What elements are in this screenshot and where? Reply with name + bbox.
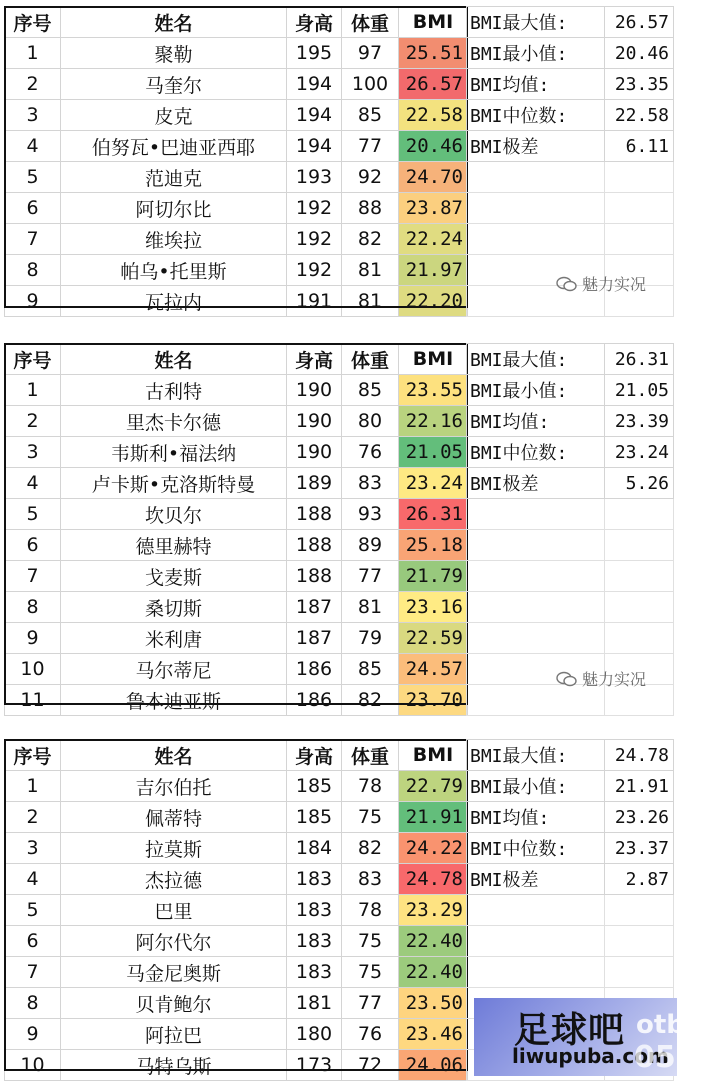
row-weight: 88 [342,193,399,224]
row-name: 古利特 [61,375,287,406]
row-name: 巴里 [61,895,287,926]
stat-label: BMI极差 [467,468,605,499]
row-bmi: 22.79 [399,771,468,802]
row-weight: 76 [342,437,399,468]
row-bmi: 21.97 [399,255,468,286]
row-bmi: 23.50 [399,988,468,1019]
row-name: 马尔蒂尼 [61,654,287,685]
stat-label: BMI极差 [467,864,605,895]
row-idx: 7 [5,224,61,255]
row-name: 范迪克 [61,162,287,193]
stat-value [605,499,674,530]
row-weight: 79 [342,623,399,654]
stat-row [467,344,674,375]
row-bmi: 22.59 [399,623,468,654]
row-idx: 2 [5,69,61,100]
row-height: 190 [287,406,342,437]
row-idx: 6 [5,193,61,224]
table-row [5,685,468,716]
row-name: 皮克 [61,100,287,131]
stat-row [467,100,674,131]
row-weight: 77 [342,131,399,162]
row-height: 173 [287,1050,342,1081]
table-row [5,224,468,255]
stat-label: BMI最小值: [467,38,605,69]
stat-label: BMI均值: [467,802,605,833]
row-height: 194 [287,100,342,131]
row-bmi: 23.46 [399,1019,468,1050]
row-bmi: 24.78 [399,864,468,895]
row-idx: 5 [5,499,61,530]
row-bmi: 21.91 [399,802,468,833]
row-bmi: 24.57 [399,654,468,685]
stat-value: 26.57 [605,7,674,38]
row-height: 187 [287,592,342,623]
stat-label [467,895,605,926]
row-bmi: 23.16 [399,592,468,623]
stat-value: 23.35 [605,69,674,100]
stat-label: BMI最大值: [467,7,605,38]
logo-main-text: 足球吧 [514,1010,626,1051]
row-name: 卢卡斯•克洛斯特曼 [61,468,287,499]
table-row [5,592,468,623]
row-bmi: 26.31 [399,499,468,530]
table-header [5,7,468,38]
row-weight: 78 [342,771,399,802]
table-row [5,1019,468,1050]
row-height: 188 [287,499,342,530]
row-name: 拉莫斯 [61,833,287,864]
header-bmi: BMI [399,740,468,771]
header-bmi: BMI [399,344,468,375]
table-row [5,468,468,499]
row-name: 马奎尔 [61,69,287,100]
row-name: 伯努瓦•巴迪亚西耶 [61,131,287,162]
row-bmi: 24.70 [399,162,468,193]
row-weight: 85 [342,375,399,406]
header-name: 姓名 [61,344,287,375]
row-idx: 3 [5,833,61,864]
stat-label [467,162,605,193]
header-weight: 体重 [342,344,399,375]
row-bmi: 25.51 [399,38,468,69]
row-height: 190 [287,375,342,406]
blank-row [467,530,674,561]
table-row [5,38,468,69]
stat-label: BMI最小值: [467,771,605,802]
blank-row [467,193,674,224]
blank-row [467,926,674,957]
row-idx: 5 [5,162,61,193]
row-weight: 89 [342,530,399,561]
row-idx: 1 [5,771,61,802]
header-weight: 体重 [342,7,399,38]
table-row [5,561,468,592]
table-row [5,895,468,926]
blank-row [467,623,674,654]
row-name: 韦斯利•福法纳 [61,437,287,468]
row-height: 189 [287,468,342,499]
row-bmi: 22.40 [399,926,468,957]
row-idx: 8 [5,255,61,286]
blank-row [467,162,674,193]
row-idx: 3 [5,437,61,468]
row-weight: 80 [342,406,399,437]
row-weight: 82 [342,685,399,716]
stat-row [467,771,674,802]
row-name: 吉尔伯托 [61,771,287,802]
row-idx: 4 [5,864,61,895]
stat-value: 24.78 [605,740,674,771]
row-weight: 85 [342,100,399,131]
row-bmi: 22.40 [399,957,468,988]
watermark [556,667,646,690]
stat-row [467,38,674,69]
table-row [5,654,468,685]
blank-row [467,499,674,530]
row-height: 180 [287,1019,342,1050]
stat-row [467,864,674,895]
header-name: 姓名 [61,740,287,771]
header-height: 身高 [287,344,342,375]
row-name: 贝肯鲍尔 [61,988,287,1019]
row-bmi: 22.20 [399,286,468,317]
stat-value [605,592,674,623]
header-height: 身高 [287,7,342,38]
blank-row [467,957,674,988]
blank-row [467,592,674,623]
row-name: 维埃拉 [61,224,287,255]
stat-row [467,468,674,499]
row-idx: 10 [5,1050,61,1081]
table-row [5,375,468,406]
table-row [5,100,468,131]
stat-row [467,7,674,38]
table-row [5,771,468,802]
stat-value [605,561,674,592]
row-name: 阿尔代尔 [61,926,287,957]
row-bmi: 23.29 [399,895,468,926]
player-table-1 [4,6,468,317]
row-idx: 7 [5,561,61,592]
row-height: 183 [287,957,342,988]
table-row [5,988,468,1019]
logo-right-text: otb [636,1010,685,1040]
row-idx: 7 [5,957,61,988]
stat-row [467,69,674,100]
row-name: 佩蒂特 [61,802,287,833]
row-name: 马特乌斯 [61,1050,287,1081]
blank-row [467,895,674,926]
row-height: 183 [287,926,342,957]
table-row [5,255,468,286]
stats-table-1 [466,6,674,317]
stat-label: BMI最大值: [467,740,605,771]
stat-value: 23.37 [605,833,674,864]
row-name: 桑切斯 [61,592,287,623]
header-idx: 序号 [5,740,61,771]
row-idx: 9 [5,1019,61,1050]
row-name: 德里赫特 [61,530,287,561]
stat-value [605,193,674,224]
table-row [5,69,468,100]
row-weight: 83 [342,864,399,895]
stat-label: BMI均值: [467,69,605,100]
row-bmi: 21.05 [399,437,468,468]
stat-value [605,623,674,654]
row-height: 183 [287,895,342,926]
stat-row [467,437,674,468]
row-weight: 81 [342,255,399,286]
stat-label: BMI最小值: [467,375,605,406]
row-height: 185 [287,802,342,833]
stat-row [467,740,674,771]
table-row [5,1050,468,1081]
table-row [5,926,468,957]
stat-value [605,162,674,193]
stat-value: 20.46 [605,38,674,69]
stat-label: BMI中位数: [467,100,605,131]
stat-label [467,499,605,530]
table-row [5,802,468,833]
blank-row [467,561,674,592]
row-idx: 6 [5,530,61,561]
logo-right-text-2: 0520 [634,1040,718,1075]
row-name: 米利唐 [61,623,287,654]
row-weight: 77 [342,988,399,1019]
table-row [5,530,468,561]
stat-label: BMI最大值: [467,344,605,375]
row-name: 阿切尔比 [61,193,287,224]
row-bmi: 22.16 [399,406,468,437]
table-header [5,344,468,375]
row-height: 195 [287,38,342,69]
table-row [5,499,468,530]
stat-value [605,224,674,255]
row-height: 192 [287,224,342,255]
row-height: 188 [287,530,342,561]
stat-label: BMI中位数: [467,437,605,468]
row-bmi: 25.18 [399,530,468,561]
stat-row [467,375,674,406]
row-height: 194 [287,69,342,100]
row-name: 鲁本迪亚斯 [61,685,287,716]
row-name: 马金尼奥斯 [61,957,287,988]
stat-value: 22.58 [605,100,674,131]
stat-value [605,530,674,561]
row-bmi: 21.79 [399,561,468,592]
row-idx: 1 [5,38,61,69]
wechat-icon [556,276,578,292]
row-bmi: 23.70 [399,685,468,716]
stat-value [605,926,674,957]
row-weight: 78 [342,895,399,926]
row-bmi: 24.22 [399,833,468,864]
row-weight: 83 [342,468,399,499]
row-height: 193 [287,162,342,193]
row-name: 聚勒 [61,38,287,69]
stat-label [467,224,605,255]
stat-label [467,926,605,957]
row-idx: 8 [5,988,61,1019]
site-logo [474,998,718,1076]
row-weight: 85 [342,654,399,685]
row-height: 183 [287,864,342,895]
stat-value: 5.26 [605,468,674,499]
row-height: 186 [287,685,342,716]
logo-sub-text: liwupuba.com [512,1044,669,1068]
stat-value: 23.26 [605,802,674,833]
stat-value [605,895,674,926]
header-idx: 序号 [5,344,61,375]
row-bmi: 23.55 [399,375,468,406]
row-weight: 93 [342,499,399,530]
row-idx: 1 [5,375,61,406]
table-row [5,131,468,162]
row-weight: 77 [342,561,399,592]
stat-label: BMI均值: [467,406,605,437]
row-height: 181 [287,988,342,1019]
row-name: 杰拉德 [61,864,287,895]
table-header [5,740,468,771]
watermark [556,272,646,295]
row-height: 191 [287,286,342,317]
row-idx: 2 [5,406,61,437]
stat-label [467,592,605,623]
row-idx: 3 [5,100,61,131]
row-weight: 76 [342,1019,399,1050]
stat-label [467,623,605,654]
row-bmi: 24.06 [399,1050,468,1081]
row-bmi: 22.24 [399,224,468,255]
row-idx: 10 [5,654,61,685]
player-table-3 [4,739,468,1081]
row-idx: 11 [5,685,61,716]
row-name: 里杰卡尔德 [61,406,287,437]
stat-label [467,561,605,592]
row-weight: 92 [342,162,399,193]
table-row [5,623,468,654]
stat-label: BMI中位数: [467,833,605,864]
stat-value: 23.24 [605,437,674,468]
row-weight: 81 [342,286,399,317]
stat-value: 23.39 [605,406,674,437]
row-idx: 4 [5,468,61,499]
row-name: 瓦拉内 [61,286,287,317]
header-idx: 序号 [5,7,61,38]
stat-row [467,406,674,437]
watermark-text: 魅力实况 [582,670,647,689]
table-row [5,957,468,988]
row-height: 185 [287,771,342,802]
stat-label: BMI极差 [467,131,605,162]
table-row [5,437,468,468]
watermark-text: 魅力实况 [582,275,647,294]
row-height: 187 [287,623,342,654]
stat-value: 26.31 [605,344,674,375]
header-weight: 体重 [342,740,399,771]
stat-row [467,802,674,833]
row-idx: 9 [5,623,61,654]
row-height: 186 [287,654,342,685]
row-bmi: 20.46 [399,131,468,162]
row-weight: 75 [342,957,399,988]
stat-row [467,833,674,864]
row-idx: 9 [5,286,61,317]
row-weight: 75 [342,802,399,833]
stat-label [467,193,605,224]
player-table-2 [4,343,468,716]
row-height: 194 [287,131,342,162]
row-bmi: 23.24 [399,468,468,499]
row-name: 坎贝尔 [61,499,287,530]
blank-row [467,224,674,255]
header-name: 姓名 [61,7,287,38]
row-weight: 81 [342,592,399,623]
row-height: 184 [287,833,342,864]
stat-value: 21.91 [605,771,674,802]
stat-value [605,957,674,988]
row-bmi: 23.87 [399,193,468,224]
table-row [5,162,468,193]
stat-value: 6.11 [605,131,674,162]
stats-table-2 [466,343,674,716]
row-idx: 6 [5,926,61,957]
row-name: 戈麦斯 [61,561,287,592]
table-row [5,286,468,317]
row-height: 192 [287,193,342,224]
row-weight: 82 [342,224,399,255]
row-weight: 72 [342,1050,399,1081]
stat-row [467,131,674,162]
header-height: 身高 [287,740,342,771]
row-height: 188 [287,561,342,592]
row-weight: 75 [342,926,399,957]
row-name: 阿拉巴 [61,1019,287,1050]
row-height: 190 [287,437,342,468]
row-idx: 2 [5,802,61,833]
row-name: 帕乌•托里斯 [61,255,287,286]
table-row [5,406,468,437]
stat-value: 21.05 [605,375,674,406]
header-bmi: BMI [399,7,468,38]
row-idx: 5 [5,895,61,926]
table-row [5,833,468,864]
row-weight: 82 [342,833,399,864]
stat-label [467,530,605,561]
wechat-icon [556,671,578,687]
row-height: 192 [287,255,342,286]
row-idx: 8 [5,592,61,623]
row-weight: 100 [342,69,399,100]
table-row [5,193,468,224]
stat-label [467,957,605,988]
row-weight: 97 [342,38,399,69]
table-row [5,864,468,895]
row-bmi: 22.58 [399,100,468,131]
row-idx: 4 [5,131,61,162]
row-bmi: 26.57 [399,69,468,100]
stat-value: 2.87 [605,864,674,895]
